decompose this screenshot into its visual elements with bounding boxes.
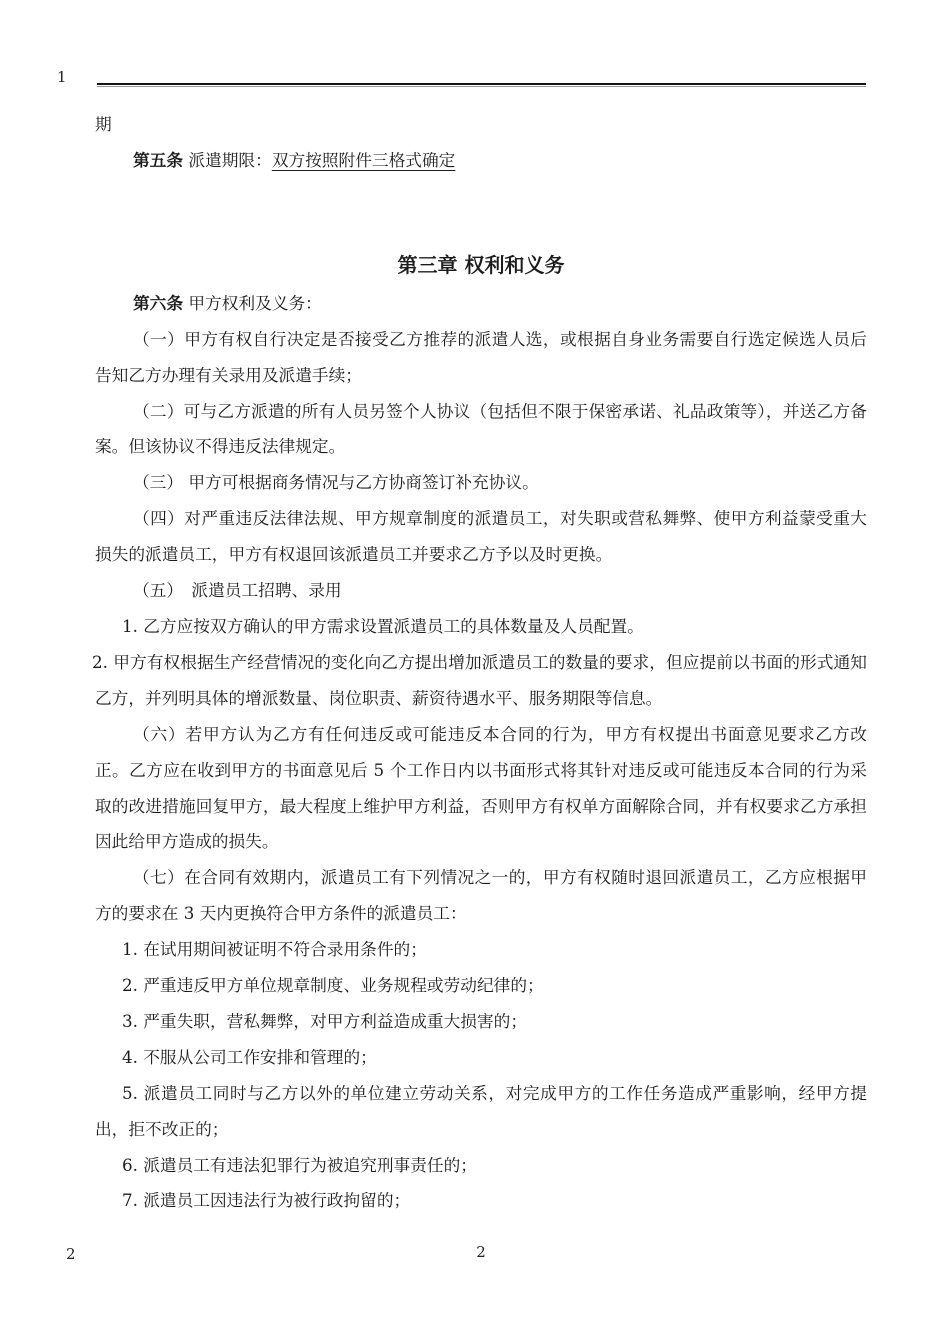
clause-6-item-1: （一）甲方有权自行决定是否接受乙方推荐的派遣人选，或根据自身业务需要自行选定候选人员后告知乙方办理有关录用及派遣手续； — [95, 328, 867, 385]
recruitment-sub-item-2: 2. 甲方有权根据生产经营情况的变化向乙方提出增加派遣员工的数量的要求，但应提前以书面的形式通知乙方，并列明具体的增派数量、岗位职责、薪资待遇水平、服务期限等信息。 — [92, 651, 867, 708]
clause-6-item-2: （二）可与乙方派遣的所有人员另签个人协议（包括但不限于保密承诺、礼品政策等），并送乙方备案。但该协议不得违反法律规定。 — [95, 400, 867, 457]
clause-5-line — [95, 143, 867, 179]
return-condition-2: 2. 严重违反甲方单位规章制度、业务规程或劳动纪律的； — [122, 975, 544, 996]
footer-page-number: 2 — [476, 1243, 486, 1261]
return-condition-1: 1. 在试用期间被证明不符合录用条件的； — [122, 939, 427, 960]
clause-6-text: 甲方权利及义务： — [183, 292, 322, 313]
continuation-line: 期 — [95, 114, 112, 134]
clause-6-item-3: （三） 甲方可根据商务情况与乙方协商签订补充协议。 — [133, 472, 539, 493]
return-condition-3: 3. 严重失职，营私舞弊，对甲方利益造成重大损害的； — [122, 1010, 528, 1031]
clause-5-text: 派遣期限： — [183, 149, 272, 170]
recruitment-sub-item-1: 1. 乙方应按双方确认的甲方需求设置派遣员工的具体数量及人员配置。 — [122, 615, 644, 636]
clause-6-label: 第六条 — [133, 292, 184, 313]
clause-5-label: 第五条 — [133, 149, 184, 170]
return-condition-7: 7. 派遣员工因违法行为被行政拘留的； — [122, 1190, 411, 1211]
return-condition-5: 5. 派遣员工同时与乙方以外的单位建立劳动关系，对完成甲方的工作任务造成严重影响，经甲方提出，拒不改正的； — [95, 1082, 867, 1139]
header-rule — [97, 83, 866, 87]
return-condition-4: 4. 不服从公司工作安排和管理的； — [122, 1046, 377, 1067]
chapter-heading: 第三章 权利和义务 — [397, 252, 565, 277]
margin-number-top-left: 1 — [57, 68, 67, 86]
return-condition-6: 6. 派遣员工有违法犯罪行为被追究刑事责任的； — [122, 1154, 477, 1175]
clause-5-underlined-value: 双方按照附件三格式确定 — [271, 149, 456, 170]
clause-6-item-7: （七）在合同有效期内，派遣员工有下列情况之一的，甲方有权随时退回派遣员工，乙方应根据甲方的要求在 3 天内更换符合甲方条件的派遣员工： — [95, 867, 867, 924]
clause-6-line — [95, 286, 867, 322]
clause-6-item-6: （六）若甲方认为乙方有任何违反或可能违反本合同的行为，甲方有权提出书面意见要求乙方改正。乙方应在收到甲方的书面意见后 5 个工作日内以书面形式将其针对违反或可能违反本合同的行为采取的改进措施回复甲方，最大程度上维护甲方利益，否则甲方有权单方面解除合同，并有权要求乙方承担因此给甲方造成的损失。 — [95, 723, 867, 852]
clause-6-item-5: （五） 派遣员工招聘、录用 — [133, 580, 342, 601]
document-body — [92, 107, 867, 1219]
clause-6-item-4: （四）对严重违反法律法规、甲方规章制度的派遣员工，对失职或营私舞弊、使甲方利益蒙受重大损失的派遣员工，甲方有权退回该派遣员工并要求乙方予以及时更换。 — [95, 508, 867, 565]
margin-number-bottom-left: 2 — [66, 1245, 76, 1263]
